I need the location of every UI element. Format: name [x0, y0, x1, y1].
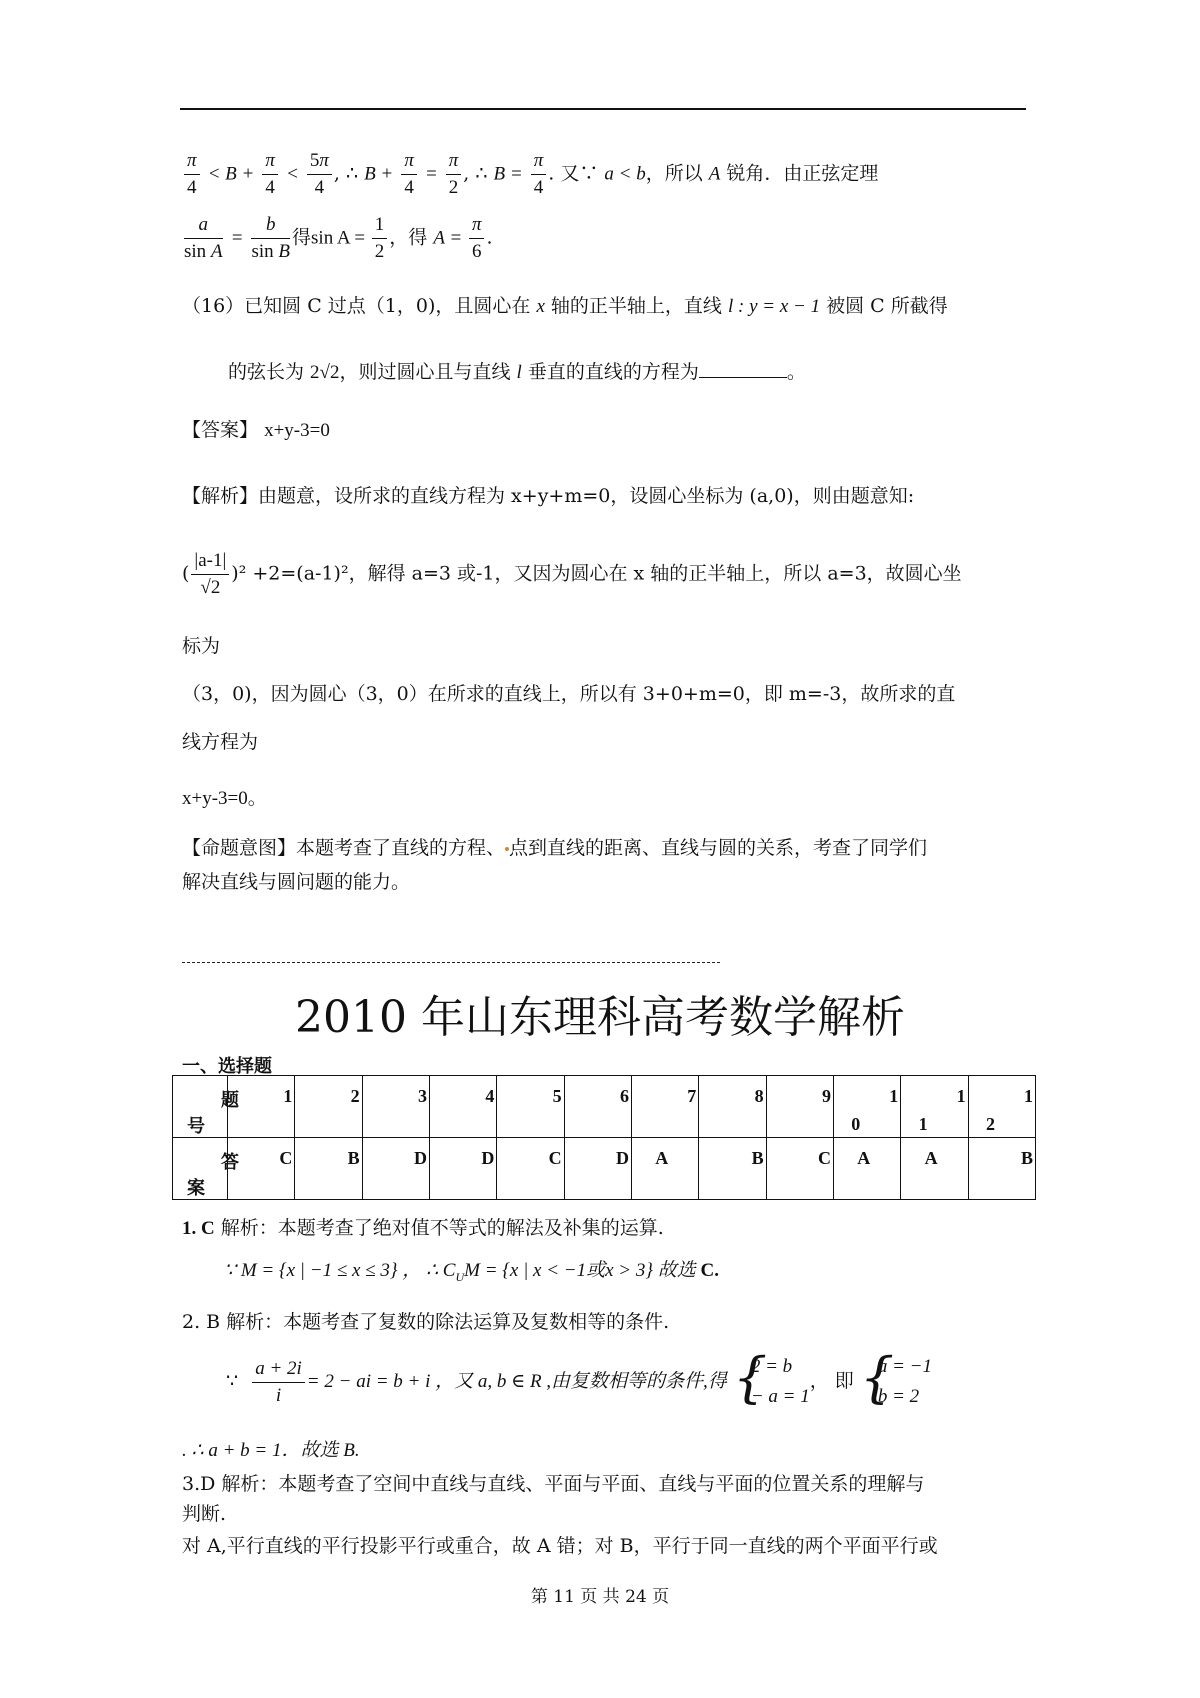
answer-table [172, 1075, 1036, 1200]
table-cell: D [362, 1138, 429, 1200]
table-cell: 1 0 [833, 1076, 900, 1138]
table-cell: C [766, 1138, 833, 1200]
page-footer: 第 11 页 共 24 页 [530, 1587, 670, 1607]
analysis-line2: ( $\frac{|a-1|}{√2}$ )² +2=(a-1)²，解得 a=3 或-1，又因为圆心在 x 轴的正半轴上，所以 a=3，故圆心坐 [182, 550, 962, 598]
table-cell: 4 [429, 1076, 496, 1138]
analysis-line1: 【解析】由题意，设所求的直线方程为 x+y+m=0，设圆心坐标为 (a,0)，则由题意知: [182, 485, 915, 507]
sol3-line1: 3.D 解析：本题考查了空间中直线与直线、平面与平面、直线与平面的位置关系的理解与 [182, 1473, 925, 1495]
sol15-line2: $\frac{a}{\text{sin A}}$ = $\frac{b}{\text{sin B}}$ 得sin A = $\frac{1}{2}$ ，得 A = $\frac{\pi}{6}$ . [184, 214, 493, 262]
answer-line: 【答案】 x+y-3=0 [182, 419, 330, 441]
table-cell: C [228, 1138, 295, 1200]
dashed-separator [182, 962, 720, 963]
sol3-line3: 对 A,平行直线的平行投影平行或重合，故 A 错；对 B，平行于同一直线的两个平面平行或 [182, 1535, 938, 1557]
table-head-cell: 答 案 [173, 1138, 228, 1200]
sol2-conclusion: . ∴ a + b = 1．故选 B. [182, 1440, 360, 1461]
table-cell: 9 [766, 1076, 833, 1138]
analysis-line6: x+y-3=0。 [182, 788, 267, 809]
table-row-numbers [173, 1076, 1036, 1138]
table-cell: 3 [362, 1076, 429, 1138]
table-cell: B [968, 1138, 1035, 1200]
q16-line2: 的弦长为 2√2，则过圆心且与直线 l 垂直的直线的方程为 。 [228, 361, 806, 383]
answer-blank [699, 359, 787, 378]
analysis-line5: 线方程为 [182, 731, 259, 753]
table-cell: D [429, 1138, 496, 1200]
system-brace-1: { 2 = b − a = 1 [733, 1352, 810, 1412]
table-cell: 8 [699, 1076, 766, 1138]
table-cell: C [497, 1138, 564, 1200]
sol2-math: ∵ $\frac{a + 2i}{i}$ = 2 − ai = b + i ，又 a, b ∈ R ,由复数相等的条件,得 { 2 = b − a = 1 ， 即 { a = −1 b = 2 [226, 1352, 932, 1412]
table-cell: 7 [631, 1076, 698, 1138]
table-cell: 5 [497, 1076, 564, 1138]
table-cell: 6 [564, 1076, 631, 1138]
analysis-line4: （3，0)，因为圆心（3，0）在所求的直线上，所以有 3+0+m=0，即 m=-3，故所求的直 [182, 683, 956, 705]
table-cell: B [699, 1138, 766, 1200]
sol15-line1: $\frac{\pi}{4}$ < B + $\frac{\pi}{4}$ < $\frac{5\pi}{4}$ , ∴ B + $\frac{\pi}{4}$ = $\frac{\pi}{2}$ , ∴ B = $\frac{\pi}{4}$ . 又∵ a < b，所以 A 锐角．由正弦定理 [182, 148, 878, 201]
page-title: 2010 年山东理科高考数学解析 [295, 992, 905, 1043]
q16-line1: （16）已知圆 C 过点（1，0)，且圆心在 x 轴的正半轴上，直线 l : y = x − 1 被圆 C 所截得 [182, 295, 948, 317]
table-cell: 1 [228, 1076, 295, 1138]
table-cell: 1 1 [901, 1076, 968, 1138]
sol2-head: 2. B 解析：本题考查了复数的除法运算及复数相等的条件. [182, 1311, 670, 1333]
table-row-answers [173, 1138, 1036, 1200]
analysis-line3: 标为 [182, 635, 221, 657]
intent-line2: 解决直线与圆问题的能力。 [182, 871, 411, 893]
table-cell: B [295, 1138, 362, 1200]
table-head-cell: 题 号 [173, 1076, 228, 1138]
table-cell: A [833, 1138, 900, 1200]
sol3-line2: 判断. [182, 1503, 227, 1525]
sol1-head: 1. C 解析：本题考查了绝对值不等式的解法及补集的运算. [182, 1217, 664, 1239]
intent-line1: 【命题意图】本题考查了直线的方程、 点到直线的距离、直线与圆的关系，考查了同学们 [182, 837, 928, 859]
section-heading: 一、选择题 [182, 1056, 272, 1077]
system-brace-2: { a = −1 b = 2 [860, 1352, 932, 1412]
header-rule [180, 108, 1026, 110]
table-cell: A [631, 1138, 698, 1200]
table-cell: D [564, 1138, 631, 1200]
sol1-math: ∵ M = {x | −1 ≤ x ≤ 3} ， ∴ $C_UM = \{x$ | x < −1或x > 3} 故选 C. [224, 1260, 719, 1284]
table-cell: 2 [295, 1076, 362, 1138]
table-cell: A [901, 1138, 968, 1200]
table-cell: 1 2 [968, 1076, 1035, 1138]
